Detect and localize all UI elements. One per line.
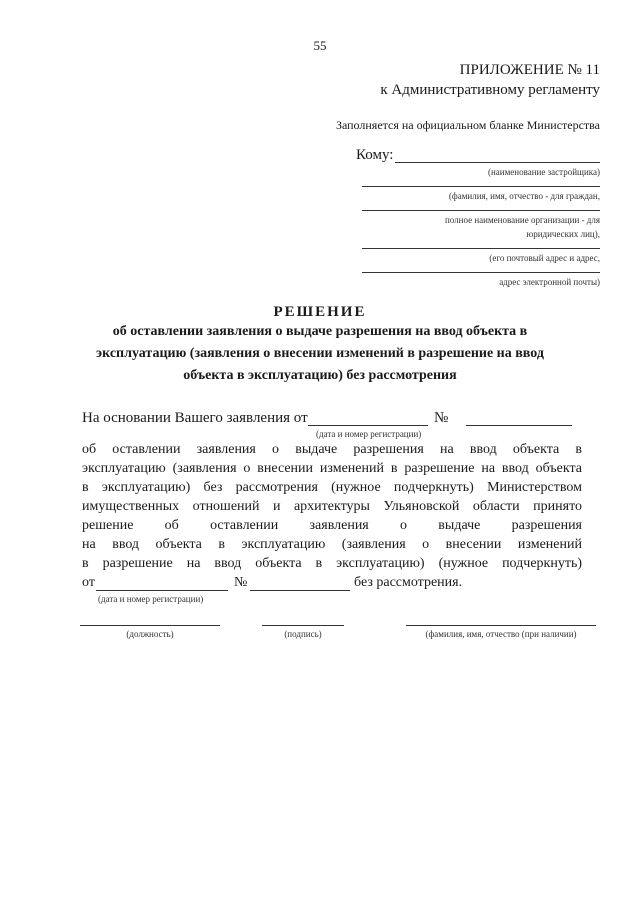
recipient-label: Кому:: [356, 147, 394, 163]
blank-note: Заполняется на официальном бланке Министерства: [335, 118, 600, 132]
recipient-hint-developer: (наименование застройщика): [487, 167, 600, 177]
decision-subtitle-1: об оставлении заявления о выдаче разрешения на ввод объекта в: [112, 324, 528, 339]
recipient-hint-org-1: полное наименование организации - для: [444, 215, 600, 225]
recipient-line-org: [362, 210, 600, 211]
recipient-hint-email: адрес электронной почты): [499, 277, 600, 287]
body-line-1: об оставлении заявления о выдаче разрешения на ввод объекта в: [82, 442, 582, 457]
basis-date-line: [308, 425, 428, 426]
decision-subtitle-3: объекта в эксплуатацию) без рассмотрения: [183, 368, 457, 383]
without-review: без рассмотрения.: [354, 575, 463, 590]
appendix-subtitle: к Административному регламенту: [380, 82, 600, 98]
decision-title: РЕШЕНИЕ: [273, 304, 367, 320]
signature-sign-line: [262, 625, 344, 626]
page-number: 55: [313, 38, 327, 53]
signature-name-line: [406, 625, 596, 626]
body-line-5: решение об оставлении заявления о выдаче разрешения: [82, 518, 582, 533]
recipient-hint-fio: (фамилия, имя, отчество - для граждан,: [448, 191, 600, 201]
signature-name-hint: (фамилия, имя, отчество (при наличии): [425, 629, 577, 639]
signature-sign-hint: (подпись): [284, 629, 322, 639]
signature-position-hint: (должность): [126, 629, 174, 639]
from-label: от: [82, 575, 95, 590]
body-line-4: имущественных отношений и архитектуры Ульяновской области принято: [82, 499, 582, 514]
recipient-line-developer: [395, 162, 600, 163]
basis-hint: (дата и номер регистрации): [316, 429, 422, 439]
recipient-line-address: [362, 248, 600, 249]
basis-number-sign: №: [434, 410, 449, 426]
signature-position-line: [80, 625, 220, 626]
body-line-7: в разрешение на ввод объекта в эксплуатацию) (нужное подчеркнуть): [82, 556, 582, 571]
from-number-line: [250, 590, 350, 591]
recipient-line-fio: [362, 186, 600, 187]
recipient-line-email: [362, 272, 600, 273]
basis-prefix: На основании Вашего заявления от: [82, 410, 308, 426]
appendix-title: ПРИЛОЖЕНИЕ № 11: [459, 62, 600, 78]
recipient-hint-org-2: юридических лиц),: [526, 229, 600, 239]
from-hint: (дата и номер регистрации): [98, 594, 204, 604]
recipient-hint-address: (его почтовый адрес и адрес,: [489, 253, 600, 263]
body-line-3: в эксплуатацию) без рассмотрения (нужное подчеркнуть) Министерством: [82, 480, 582, 495]
decision-subtitle-2: эксплуатацию (заявления о внесении изменений в разрешение на ввод: [96, 346, 544, 361]
from-number-sign: №: [234, 575, 248, 590]
body-line-6: на ввод объекта в эксплуатацию (заявления о внесении изменений: [82, 537, 582, 552]
body-line-2: эксплуатацию (заявления о внесении изменений в разрешение на ввод объекта: [82, 461, 582, 476]
from-date-line: [96, 590, 228, 591]
basis-number-line: [466, 425, 572, 426]
